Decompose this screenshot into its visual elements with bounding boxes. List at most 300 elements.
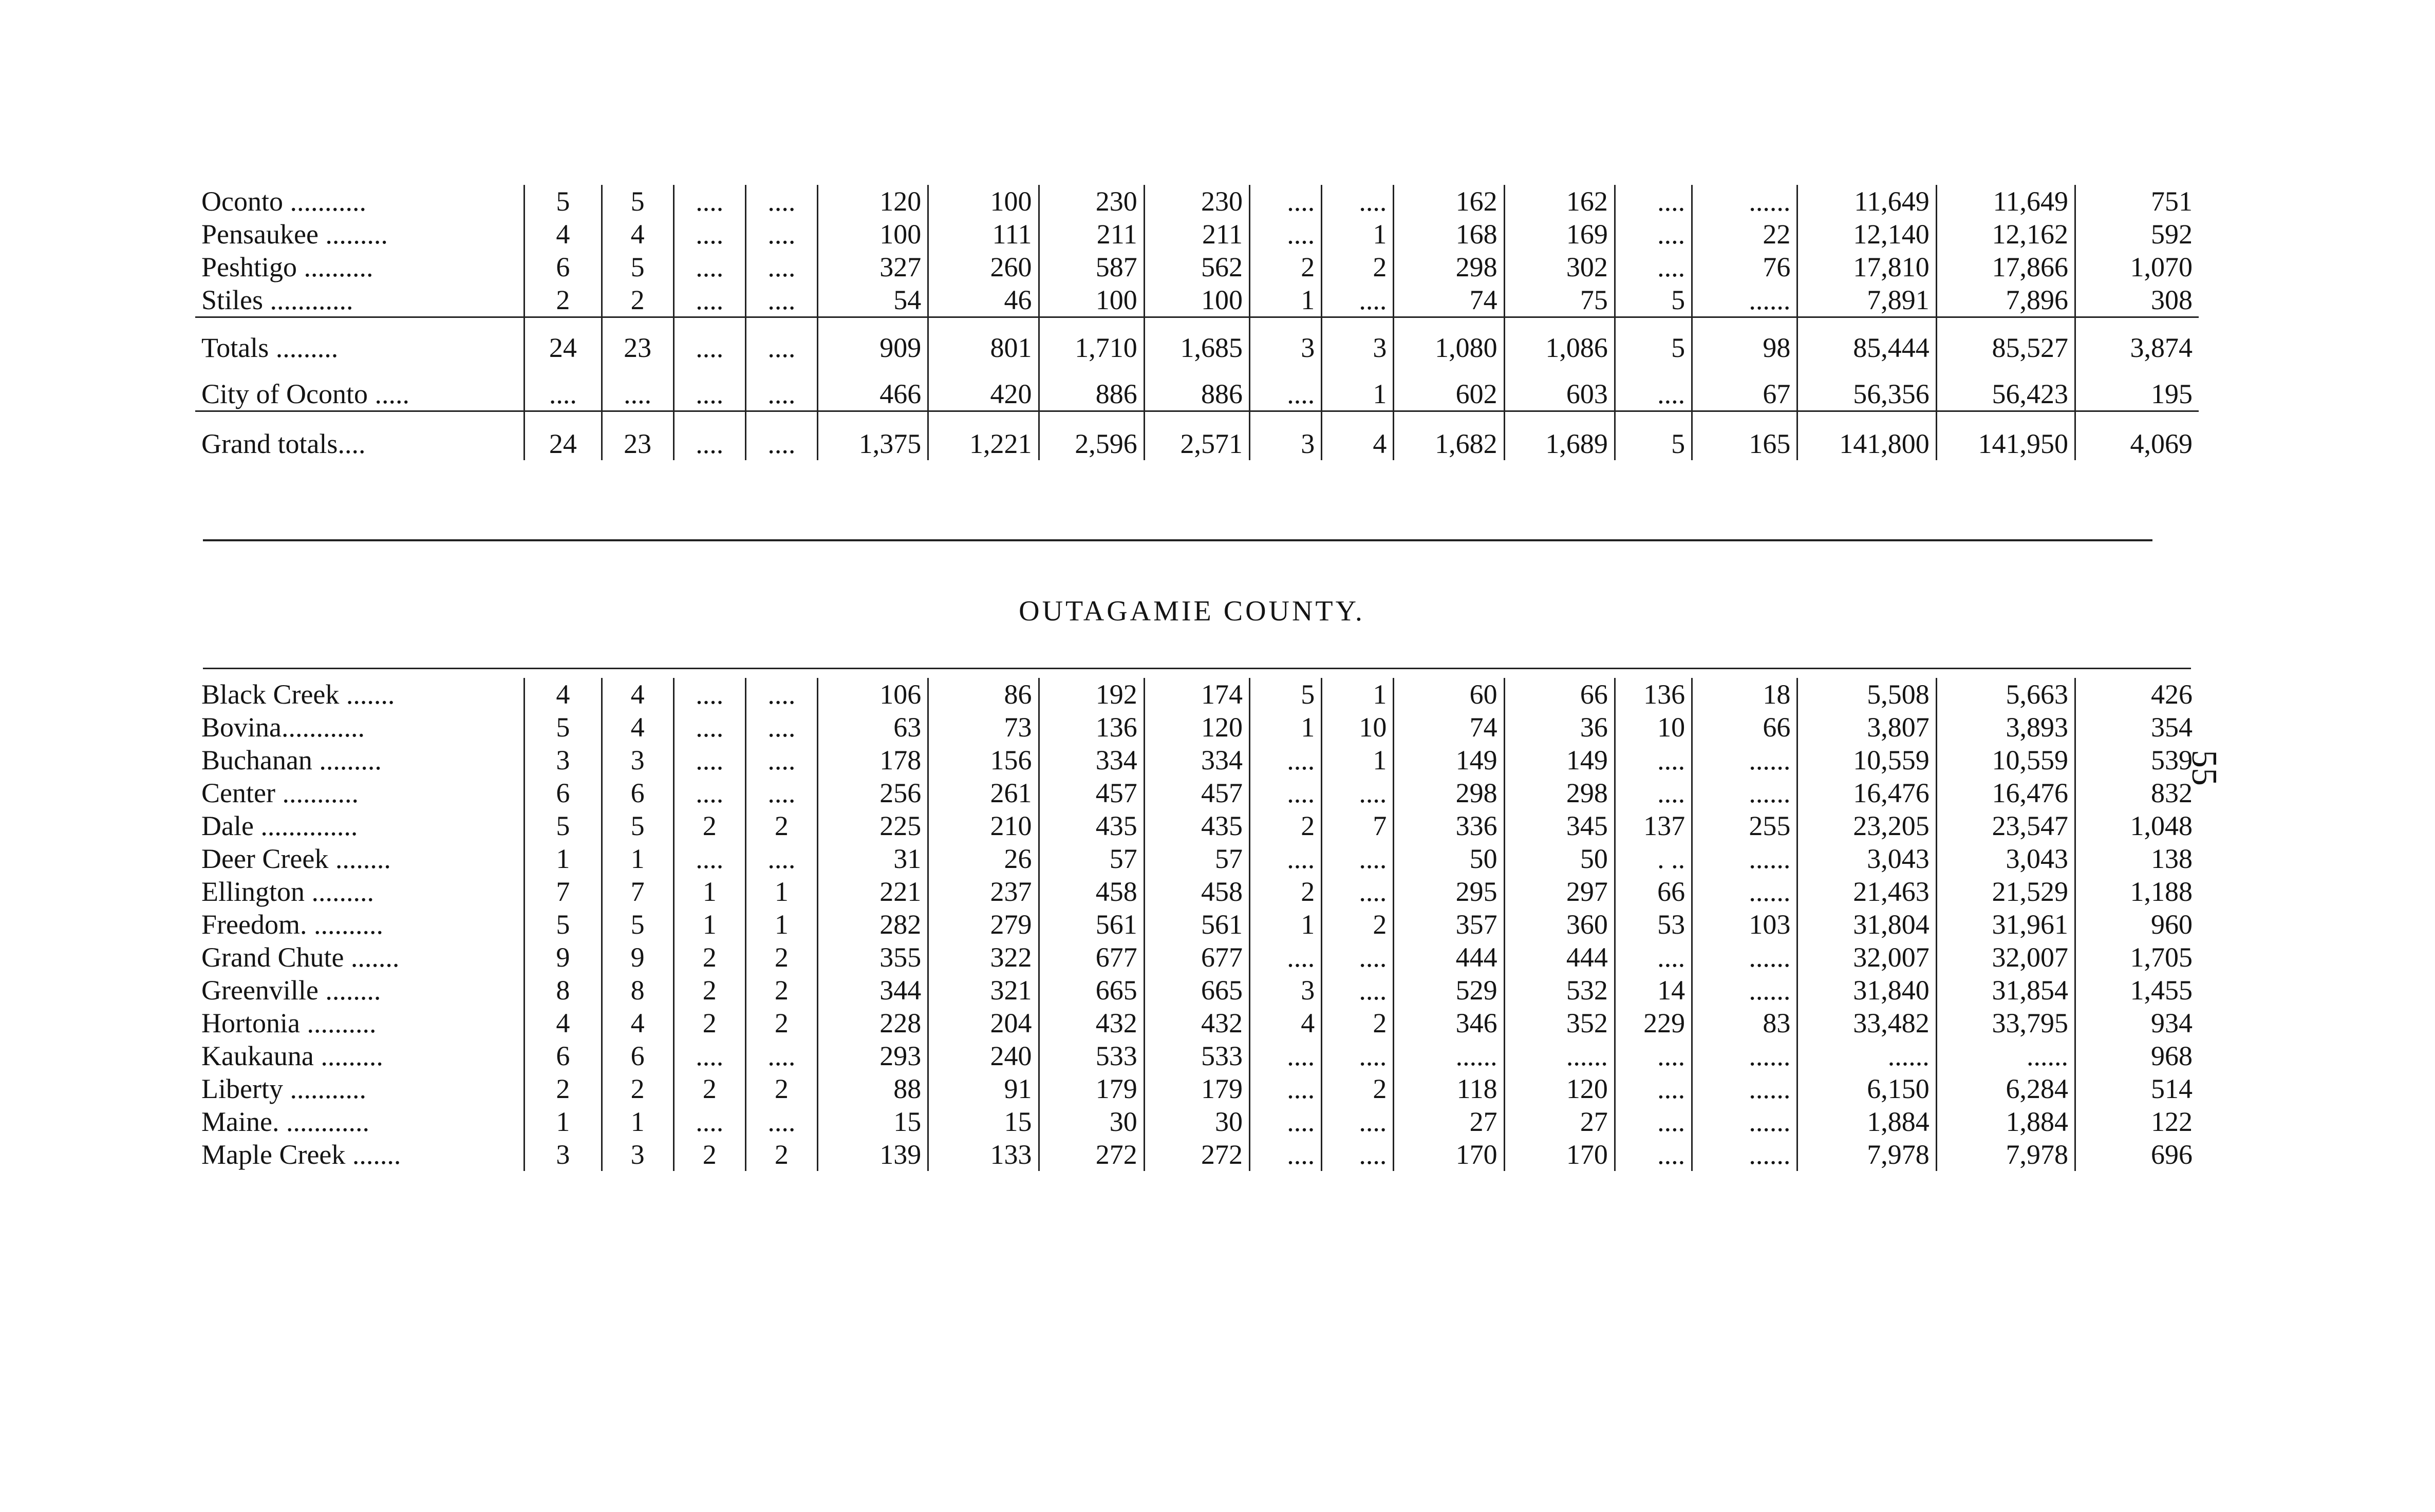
table-cell: 103: [1692, 908, 1797, 941]
table-row: [195, 875, 2199, 908]
table-cell: 2: [673, 1072, 745, 1105]
table-cell: ....: [673, 777, 745, 809]
table-cell: ....: [1615, 251, 1692, 284]
table-cell: 457: [1144, 777, 1249, 809]
table-cell: 228: [818, 1007, 928, 1040]
table-cell: 179: [1039, 1072, 1144, 1105]
table-cell: 272: [1039, 1138, 1144, 1171]
table-cell: 4: [1250, 1007, 1322, 1040]
table-cell: 10: [1615, 711, 1692, 744]
table-cell: 458: [1039, 875, 1144, 908]
table-cell: 4,069: [2075, 411, 2199, 461]
table-cell: 33,795: [1936, 1007, 2075, 1040]
table-cell: 50: [1394, 842, 1504, 875]
table-cell: 302: [1504, 251, 1615, 284]
table-cell: 169: [1504, 218, 1615, 251]
table-cell: 63: [818, 711, 928, 744]
table-cell: ......: [1692, 842, 1797, 875]
table-cell: 457: [1039, 777, 1144, 809]
table-cell: 1: [1250, 284, 1322, 317]
table-cell: 195: [2075, 377, 2199, 411]
table-cell: 435: [1144, 809, 1249, 842]
table-cell: ....: [673, 842, 745, 875]
table-cell: ....: [1250, 1072, 1322, 1105]
table-cell: 86: [928, 678, 1039, 711]
table-cell: 322: [928, 941, 1039, 974]
table-cell: 100: [1039, 284, 1144, 317]
table-cell: 9: [525, 941, 602, 974]
table-row: [195, 777, 2199, 809]
table-cell: 3,874: [2075, 317, 2199, 378]
table-cell: 57: [1039, 842, 1144, 875]
table-cell: 6: [602, 1040, 673, 1072]
row-label: Bovina............: [201, 712, 365, 743]
table-cell: ....: [1322, 185, 1394, 218]
table-cell: 7,891: [1797, 284, 1936, 317]
table-row: [195, 1040, 2199, 1072]
row-label: City of Oconto .....: [201, 379, 409, 409]
table-row: [195, 974, 2199, 1007]
table-cell: 1,689: [1504, 411, 1615, 461]
table-row: [195, 941, 2199, 974]
table-cell: 7,978: [1797, 1138, 1936, 1171]
table-cell: 3: [602, 744, 673, 777]
table-cell: ....: [745, 842, 817, 875]
table-cell: 1: [1322, 377, 1394, 411]
table-cell: ....: [1615, 185, 1692, 218]
table-cell: 76: [1692, 251, 1797, 284]
city-row: [195, 377, 2199, 411]
table-cell: ....: [1615, 1138, 1692, 1171]
table-cell: 344: [818, 974, 928, 1007]
table-cell: 5: [602, 908, 673, 941]
table-cell: 237: [928, 875, 1039, 908]
table-cell: 1: [1322, 678, 1394, 711]
table-cell: 751: [2075, 185, 2199, 218]
table-cell: 27: [1504, 1105, 1615, 1138]
table-cell: 5,663: [1936, 678, 2075, 711]
county-heading: OUTAGAMIE COUNTY.: [1019, 595, 1365, 627]
table-cell: 298: [1394, 777, 1504, 809]
table-cell: 26: [928, 842, 1039, 875]
table-cell: 2: [1322, 1072, 1394, 1105]
table-cell: 106: [818, 678, 928, 711]
table-cell: ......: [1797, 1040, 1936, 1072]
table-cell: ....: [673, 251, 745, 284]
table-cell: 17,810: [1797, 251, 1936, 284]
table-cell: 7: [1322, 809, 1394, 842]
table-cell: 30: [1039, 1105, 1144, 1138]
table-cell: 23,547: [1936, 809, 2075, 842]
table-cell: 2: [673, 1007, 745, 1040]
table-cell: . ..: [1615, 842, 1692, 875]
table-cell: 1,048: [2075, 809, 2199, 842]
table-cell: 100: [1144, 284, 1249, 317]
table-cell: 1: [673, 875, 745, 908]
table-cell: 32,007: [1936, 941, 2075, 974]
table-cell: 1,884: [1797, 1105, 1936, 1138]
table-cell: ......: [1692, 777, 1797, 809]
table-cell: ....: [602, 377, 673, 411]
table-cell: 31,854: [1936, 974, 2075, 1007]
table-cell: 174: [1144, 678, 1249, 711]
table-row: [195, 678, 2199, 711]
table-cell: 293: [818, 1040, 928, 1072]
table-cell: 5: [525, 711, 602, 744]
table-cell: 1: [602, 1105, 673, 1138]
table-cell: 5: [525, 185, 602, 218]
table-row: [195, 185, 2199, 218]
table-cell: 592: [2075, 218, 2199, 251]
table-cell: 75: [1504, 284, 1615, 317]
table-cell: ....: [745, 251, 817, 284]
table-cell: 677: [1144, 941, 1249, 974]
table-cell: 6: [602, 777, 673, 809]
table-cell: 665: [1144, 974, 1249, 1007]
table-cell: 532: [1504, 974, 1615, 1007]
table-cell: 5,508: [1797, 678, 1936, 711]
table-cell: 1,705: [2075, 941, 2199, 974]
table-cell: 334: [1144, 744, 1249, 777]
table-cell: 321: [928, 974, 1039, 1007]
table-cell: 435: [1039, 809, 1144, 842]
table-cell: ....: [673, 411, 745, 461]
table-cell: ....: [745, 711, 817, 744]
table-cell: 60: [1394, 678, 1504, 711]
table-cell: ....: [1615, 777, 1692, 809]
table-cell: 1: [525, 842, 602, 875]
table-cell: 2: [1250, 809, 1322, 842]
table-cell: ......: [1692, 974, 1797, 1007]
table-cell: ......: [1692, 185, 1797, 218]
table-cell: 162: [1394, 185, 1504, 218]
table-cell: 56,423: [1936, 377, 2075, 411]
table-cell: 801: [928, 317, 1039, 378]
table-cell: 31: [818, 842, 928, 875]
table-cell: ....: [1250, 377, 1322, 411]
table-cell: 168: [1394, 218, 1504, 251]
table-cell: 357: [1394, 908, 1504, 941]
table-cell: 7,896: [1936, 284, 2075, 317]
table-cell: 88: [818, 1072, 928, 1105]
table-row: [195, 842, 2199, 875]
table-cell: 221: [818, 875, 928, 908]
table-cell: 444: [1394, 941, 1504, 974]
table-cell: ....: [1615, 1072, 1692, 1105]
table-cell: 2: [745, 809, 817, 842]
table-cell: ....: [745, 377, 817, 411]
table-cell: 1: [1250, 908, 1322, 941]
table-cell: 66: [1692, 711, 1797, 744]
table-cell: ....: [1250, 1105, 1322, 1138]
table-cell: ....: [745, 777, 817, 809]
table-cell: 2: [602, 1072, 673, 1105]
table-cell: 432: [1039, 1007, 1144, 1040]
table-cell: 5: [525, 809, 602, 842]
table-cell: ......: [1692, 1105, 1797, 1138]
table-cell: 4: [525, 218, 602, 251]
table-cell: 21,529: [1936, 875, 2075, 908]
table-cell: 2: [1250, 251, 1322, 284]
table-cell: 230: [1144, 185, 1249, 218]
table-cell: 179: [1144, 1072, 1249, 1105]
table-cell: 46: [928, 284, 1039, 317]
table-cell: 354: [2075, 711, 2199, 744]
table-cell: 210: [928, 809, 1039, 842]
table-cell: 67: [1692, 377, 1797, 411]
table-cell: 2: [745, 974, 817, 1007]
table-cell: 2: [673, 809, 745, 842]
row-label: Stiles ............: [201, 285, 353, 315]
table-cell: 31,804: [1797, 908, 1936, 941]
table-cell: ....: [1615, 941, 1692, 974]
table-cell: 240: [928, 1040, 1039, 1072]
table-cell: 420: [928, 377, 1039, 411]
table-cell: 514: [2075, 1072, 2199, 1105]
table-cell: 8: [525, 974, 602, 1007]
outagamie-rows: [195, 678, 2199, 1171]
row-label: Oconto ...........: [201, 186, 366, 217]
table-cell: ......: [1692, 941, 1797, 974]
table-row: [195, 1072, 2199, 1105]
table-cell: 3: [1250, 411, 1322, 461]
table-cell: 1,070: [2075, 251, 2199, 284]
table-cell: 909: [818, 317, 928, 378]
table-cell: 602: [1394, 377, 1504, 411]
table-cell: 1: [745, 908, 817, 941]
row-label: Black Creek .......: [201, 679, 395, 710]
table-cell: ....: [745, 678, 817, 711]
table-row: [195, 284, 2199, 317]
table-cell: 260: [928, 251, 1039, 284]
table-cell: ....: [1322, 1040, 1394, 1072]
table-cell: ....: [673, 284, 745, 317]
table-cell: 136: [1615, 678, 1692, 711]
table-cell: 17,866: [1936, 251, 2075, 284]
table-cell: 230: [1039, 185, 1144, 218]
table-cell: 336: [1394, 809, 1504, 842]
table-cell: ....: [745, 284, 817, 317]
table-cell: 1,455: [2075, 974, 2199, 1007]
table-cell: ....: [673, 377, 745, 411]
table-row: [195, 1105, 2199, 1138]
table-cell: ....: [1615, 377, 1692, 411]
table-cell: 16,476: [1797, 777, 1936, 809]
row-label: Pensaukee .........: [201, 219, 388, 250]
table-row: [195, 1007, 2199, 1040]
table-cell: 346: [1394, 1007, 1504, 1040]
table-cell: 137: [1615, 809, 1692, 842]
table-cell: 8: [602, 974, 673, 1007]
table-cell: ....: [745, 218, 817, 251]
table-cell: 562: [1144, 251, 1249, 284]
row-label: Maine. ............: [201, 1106, 369, 1137]
table-cell: ....: [1250, 941, 1322, 974]
table-cell: 1: [602, 842, 673, 875]
table-cell: ....: [1250, 185, 1322, 218]
table-cell: 4: [1322, 411, 1394, 461]
table-cell: 6: [525, 1040, 602, 1072]
table-cell: ....: [673, 185, 745, 218]
row-label: Buchanan .........: [201, 745, 382, 776]
table-cell: ....: [1615, 744, 1692, 777]
table-cell: 1,685: [1144, 317, 1249, 378]
table-cell: 85,527: [1936, 317, 2075, 378]
table-cell: 3,807: [1797, 711, 1936, 744]
table-cell: ....: [745, 185, 817, 218]
table-cell: 426: [2075, 678, 2199, 711]
table-cell: ......: [1504, 1040, 1615, 1072]
table-cell: ....: [525, 377, 602, 411]
table-cell: 6: [525, 777, 602, 809]
table-cell: 53: [1615, 908, 1692, 941]
table-cell: 15: [928, 1105, 1039, 1138]
table-cell: 211: [1039, 218, 1144, 251]
row-label: Dale ..............: [201, 810, 358, 841]
outagamie-county-table: [195, 678, 2199, 1171]
table-cell: 1: [525, 1105, 602, 1138]
table-cell: 1: [1322, 218, 1394, 251]
oconto-rows: [195, 185, 2199, 460]
table-cell: 10,559: [1797, 744, 1936, 777]
table-cell: 960: [2075, 908, 2199, 941]
table-cell: 298: [1504, 777, 1615, 809]
table-row: [195, 711, 2199, 744]
table-cell: 6,150: [1797, 1072, 1936, 1105]
table-cell: 4: [602, 711, 673, 744]
row-label: Center ...........: [201, 778, 359, 808]
row-label: Grand Chute .......: [201, 942, 400, 973]
row-label: Totals .........: [195, 317, 525, 378]
table-cell: 3: [1322, 317, 1394, 378]
table-cell: 2: [673, 1138, 745, 1171]
table-cell: 1: [1250, 711, 1322, 744]
table-cell: 934: [2075, 1007, 2199, 1040]
table-cell: 5: [1615, 284, 1692, 317]
table-cell: ......: [1394, 1040, 1504, 1072]
table-cell: 31,840: [1797, 974, 1936, 1007]
table-cell: ....: [673, 317, 745, 378]
table-cell: 10,559: [1936, 744, 2075, 777]
table-cell: 2: [525, 1072, 602, 1105]
row-label: Grand totals....: [195, 411, 525, 461]
table-cell: 136: [1039, 711, 1144, 744]
table-cell: 162: [1504, 185, 1615, 218]
table-cell: ....: [673, 1040, 745, 1072]
table-cell: 4: [602, 218, 673, 251]
table-cell: 100: [818, 218, 928, 251]
table-cell: 118: [1394, 1072, 1504, 1105]
table-cell: 2: [745, 1138, 817, 1171]
table-cell: 170: [1504, 1138, 1615, 1171]
table-cell: 2: [1322, 1007, 1394, 1040]
table-cell: 2: [673, 974, 745, 1007]
table-cell: 24: [525, 411, 602, 461]
row-label: Maple Creek .......: [201, 1139, 401, 1170]
table-cell: ......: [1692, 875, 1797, 908]
outagamie-statistics-table: [195, 678, 2199, 1171]
table-cell: ....: [1250, 218, 1322, 251]
table-cell: 27: [1394, 1105, 1504, 1138]
table-cell: 886: [1144, 377, 1249, 411]
table-cell: 2: [1322, 908, 1394, 941]
table-cell: ....: [1322, 941, 1394, 974]
table-cell: 1: [745, 875, 817, 908]
table-cell: 139: [818, 1138, 928, 1171]
table-cell: 4: [602, 678, 673, 711]
table-cell: ....: [1322, 284, 1394, 317]
table-cell: 360: [1504, 908, 1615, 941]
table-cell: 2: [1322, 251, 1394, 284]
oconto-county-table: [195, 185, 2199, 460]
row-label: Kaukauna .........: [201, 1041, 383, 1071]
table-cell: 1: [673, 908, 745, 941]
table-cell: ....: [1250, 1138, 1322, 1171]
table-row: [195, 908, 2199, 941]
table-cell: 122: [2075, 1105, 2199, 1138]
table-cell: 327: [818, 251, 928, 284]
table-cell: 3: [525, 744, 602, 777]
table-cell: 1,221: [928, 411, 1039, 461]
table-cell: 2: [602, 284, 673, 317]
table-cell: 21,463: [1797, 875, 1936, 908]
table-cell: 3,043: [1797, 842, 1936, 875]
table-cell: 5: [525, 908, 602, 941]
table-cell: 272: [1144, 1138, 1249, 1171]
table-cell: 5: [602, 185, 673, 218]
table-cell: 256: [818, 777, 928, 809]
table-cell: 23: [602, 317, 673, 378]
table-row: [195, 251, 2199, 284]
table-cell: 432: [1144, 1007, 1249, 1040]
table-cell: 6,284: [1936, 1072, 2075, 1105]
table-cell: 444: [1504, 941, 1615, 974]
table-cell: 12,140: [1797, 218, 1936, 251]
table-cell: 54: [818, 284, 928, 317]
table-cell: 1,086: [1504, 317, 1615, 378]
oconto-statistics-table: [195, 185, 2199, 460]
table-cell: 73: [928, 711, 1039, 744]
table-cell: 11,649: [1936, 185, 2075, 218]
table-cell: 2: [745, 1007, 817, 1040]
table-top-rule: [203, 668, 2191, 669]
table-cell: 5: [602, 809, 673, 842]
table-row: [195, 809, 2199, 842]
table-cell: ....: [1250, 1040, 1322, 1072]
table-cell: 3,893: [1936, 711, 2075, 744]
table-cell: 7,978: [1936, 1138, 2075, 1171]
table-cell: 120: [1144, 711, 1249, 744]
table-cell: 192: [1039, 678, 1144, 711]
table-cell: 24: [525, 317, 602, 378]
table-cell: 141,800: [1797, 411, 1936, 461]
table-cell: ......: [1936, 1040, 2075, 1072]
table-cell: 295: [1394, 875, 1504, 908]
table-cell: ....: [673, 744, 745, 777]
table-cell: 56,356: [1797, 377, 1936, 411]
table-cell: 2: [745, 1072, 817, 1105]
table-cell: 1,884: [1936, 1105, 2075, 1138]
table-cell: 211: [1144, 218, 1249, 251]
row-label: Deer Creek ........: [201, 843, 391, 874]
table-cell: 2: [745, 941, 817, 974]
table-cell: 5: [602, 251, 673, 284]
table-cell: 1,375: [818, 411, 928, 461]
table-cell: 665: [1039, 974, 1144, 1007]
table-cell: 15: [818, 1105, 928, 1138]
table-cell: 4: [525, 678, 602, 711]
row-label: Liberty ...........: [201, 1073, 366, 1104]
